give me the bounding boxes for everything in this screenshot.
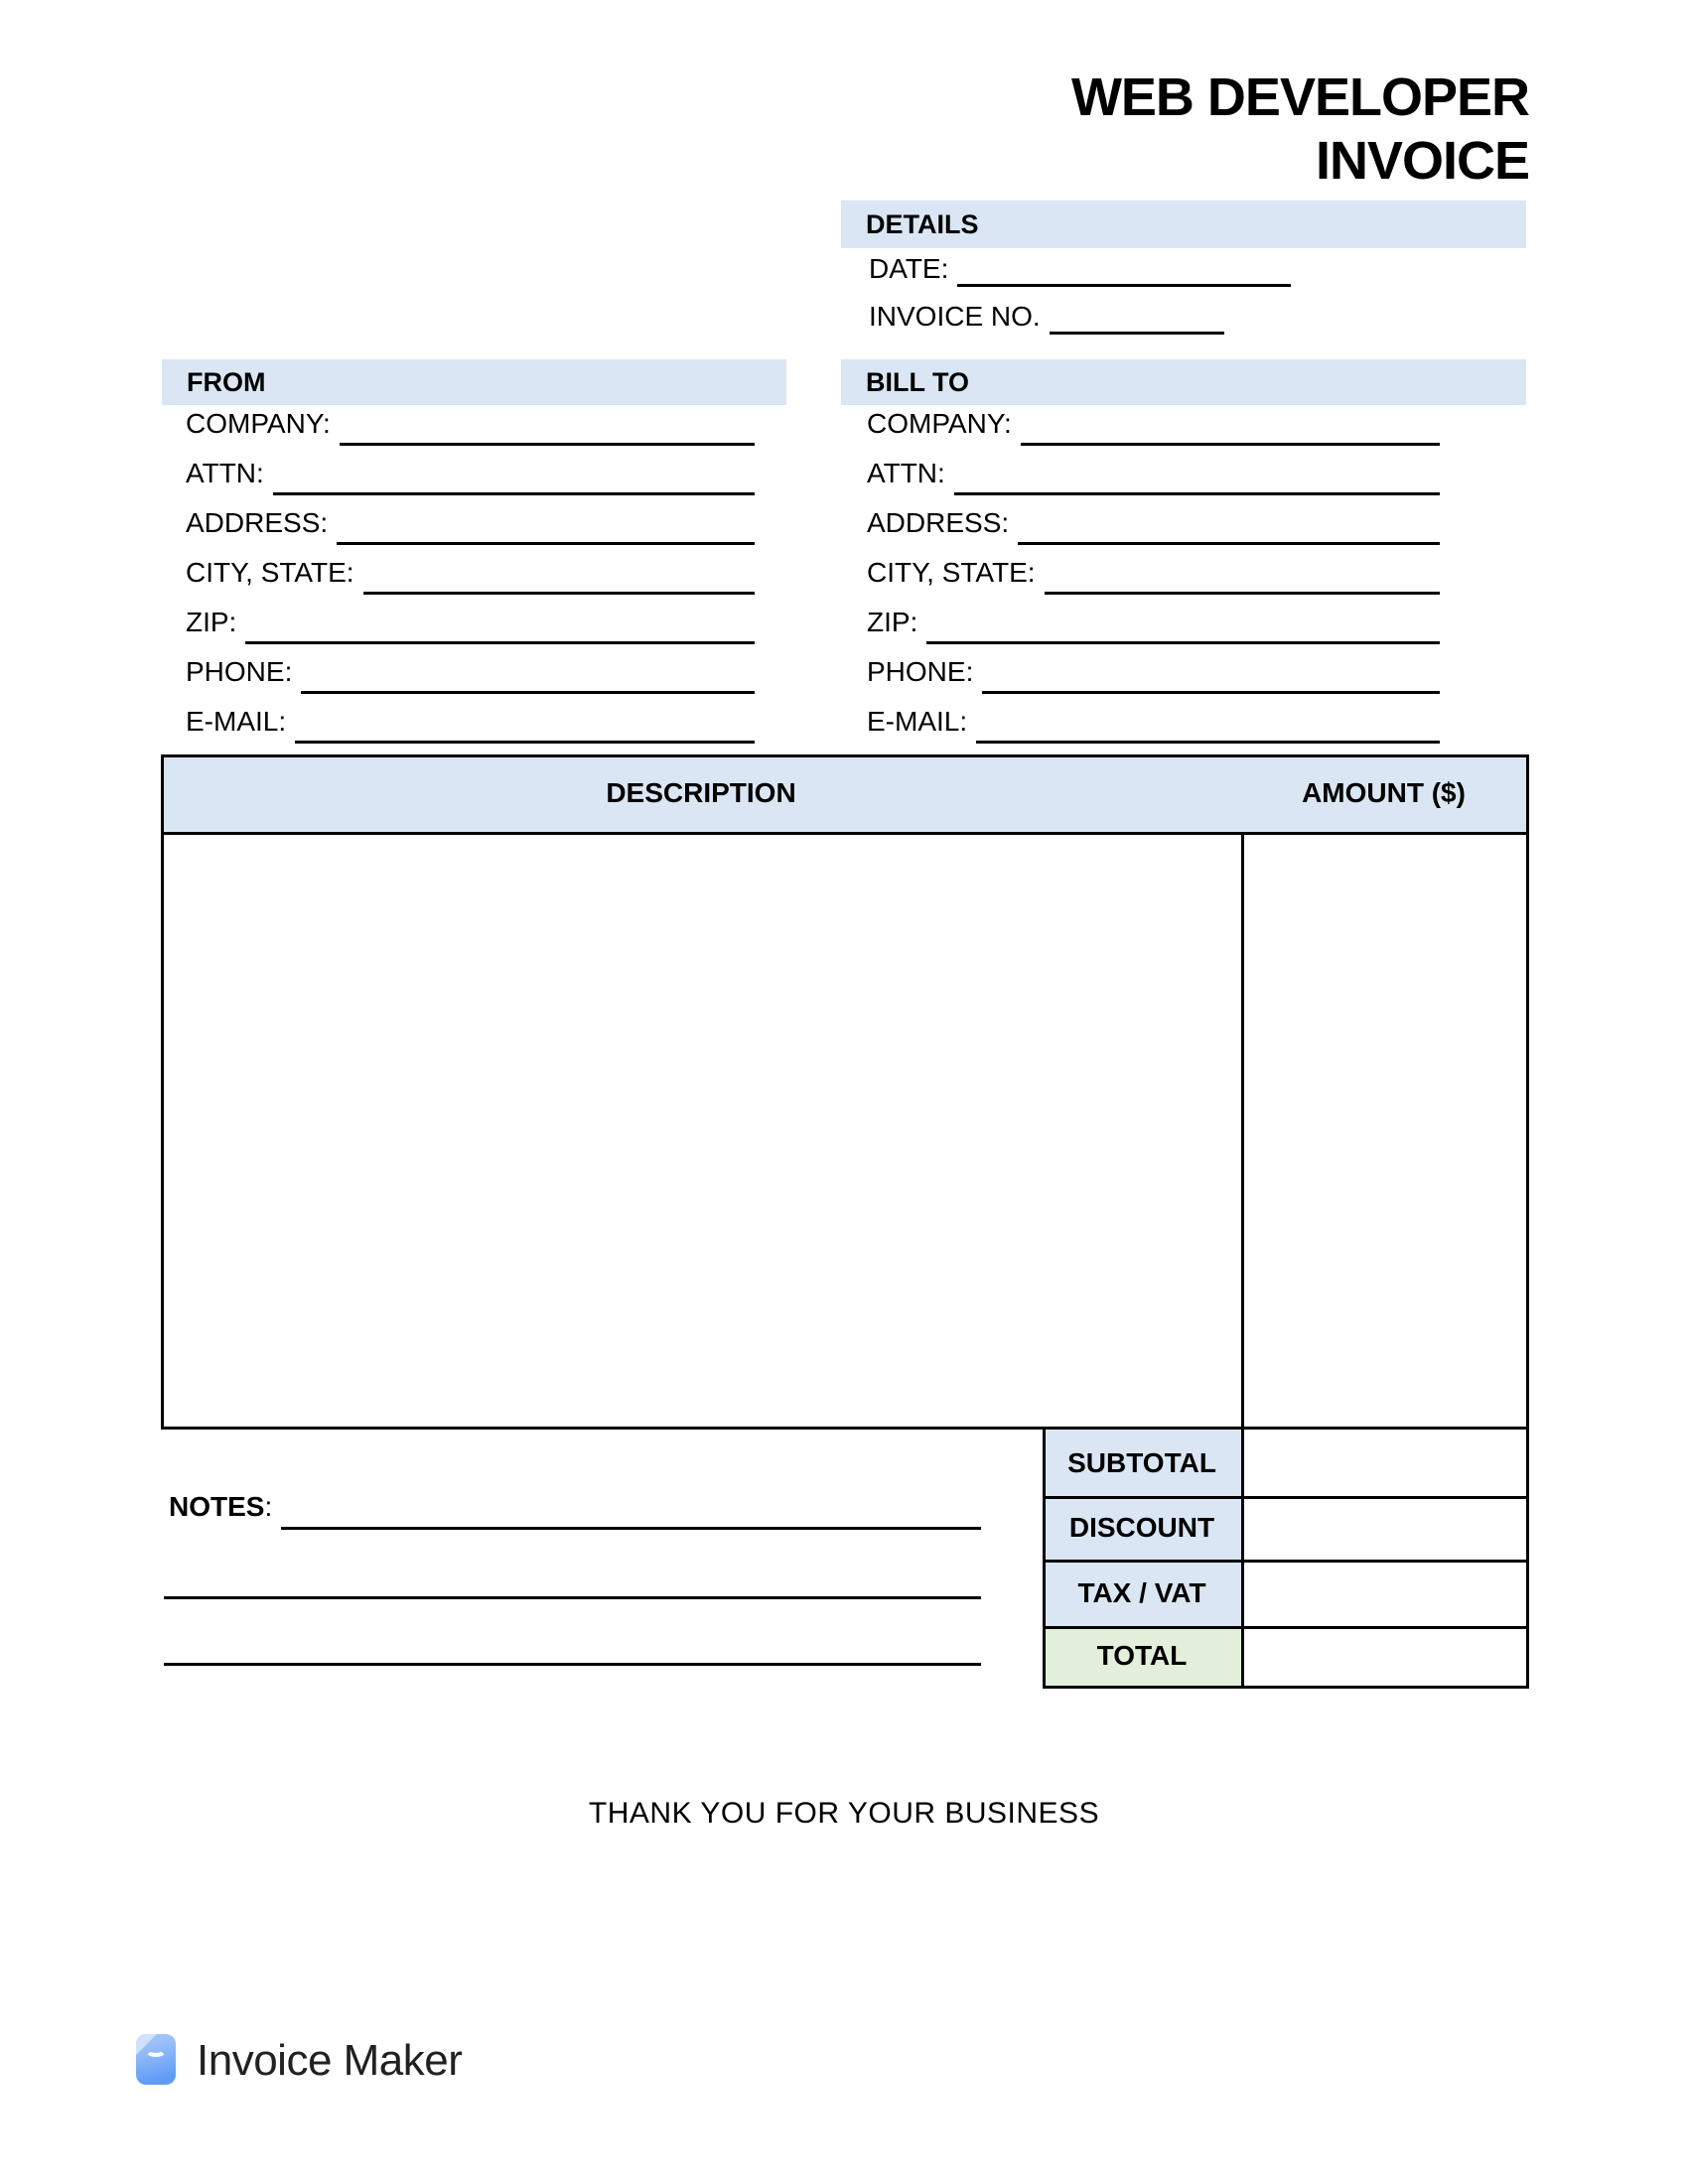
- bill-to-zip-label: ZIP:: [867, 607, 918, 637]
- bill-to-phone-row: [867, 649, 1440, 695]
- from-city-state-row: [186, 550, 755, 596]
- from-company-blank-line: [340, 443, 755, 446]
- invoice-maker-logo-icon: [136, 2034, 176, 2085]
- amount-cell-value: [1244, 835, 1523, 1424]
- bill-to-phone-blank-line: [982, 691, 1440, 694]
- from-email-blank-line: [295, 741, 755, 744]
- bill-to-address-row: [867, 500, 1440, 546]
- date-label: DATE:: [869, 253, 949, 284]
- bill-to-header-bar: [841, 359, 1526, 405]
- bill-to-email-blank-line: [976, 741, 1440, 744]
- date-blank-line: [957, 284, 1291, 287]
- description-cell-value: [164, 835, 1238, 1424]
- from-city-state-blank-line: [363, 592, 755, 595]
- details-header-label: DETAILS: [866, 208, 979, 239]
- description-column-header: DESCRIPTION: [606, 777, 796, 808]
- notes-blank-line-2: [164, 1596, 981, 1599]
- from-phone-row: [186, 649, 755, 695]
- notes-blank-line-1: [281, 1527, 981, 1530]
- bill-to-header-label: BILL TO: [866, 366, 970, 397]
- from-address-row: [186, 500, 755, 546]
- bill-to-city-state-row: [867, 550, 1440, 596]
- discount-value: [1244, 1499, 1523, 1557]
- table-line-total-bottom: [1043, 1686, 1529, 1689]
- tax-vat-label: TAX / VAT: [1077, 1576, 1206, 1608]
- table-line-left-edge: [161, 754, 164, 1430]
- bill-to-city-state-blank-line: [1045, 592, 1440, 595]
- bill-to-address-blank-line: [1018, 542, 1440, 545]
- table-line-amount-divider: [1241, 832, 1244, 1689]
- from-header-label: FROM: [187, 366, 266, 397]
- bill-to-company-blank-line: [1021, 443, 1440, 446]
- total-label: TOTAL: [1096, 1640, 1188, 1671]
- from-attn-label: ATTN:: [186, 458, 264, 488]
- bill-to-company-row: [867, 401, 1440, 447]
- smile-shape: [145, 2043, 167, 2057]
- bill-to-attn-row: [867, 451, 1440, 496]
- from-attn-row: [186, 451, 755, 496]
- page-title-line2: INVOICE: [1315, 131, 1529, 191]
- from-address-blank-line: [337, 542, 755, 545]
- bill-to-zip-row: [867, 600, 1440, 645]
- bill-to-email-row: [867, 699, 1440, 745]
- from-phone-label: PHONE:: [186, 656, 293, 687]
- from-phone-blank-line: [301, 691, 755, 694]
- table-line-description-bottom: [161, 1427, 1529, 1430]
- from-zip-label: ZIP:: [186, 607, 237, 637]
- bill-to-city-state-label: CITY, STATE:: [867, 557, 1036, 588]
- from-email-label: E-MAIL:: [186, 706, 287, 737]
- from-zip-blank-line: [245, 641, 755, 644]
- bill-to-email-label: E-MAIL:: [867, 706, 968, 737]
- from-address-label: ADDRESS:: [186, 507, 329, 538]
- from-email-row: [186, 699, 755, 745]
- bill-to-zip-blank-line: [926, 641, 1440, 644]
- bill-to-phone-label: PHONE:: [867, 656, 974, 687]
- table-line-right-edge: [1526, 754, 1529, 1689]
- notes-label-colon: :: [264, 1491, 273, 1522]
- subtotal-label: SUBTOTAL: [1067, 1446, 1216, 1478]
- invoice-no-label: INVOICE NO.: [869, 301, 1041, 332]
- bill-to-attn-label: ATTN:: [867, 458, 945, 488]
- from-header-bar: [162, 359, 786, 405]
- bill-to-company-label: COMPANY:: [867, 408, 1012, 439]
- thank-you-message: THANK YOU FOR YOUR BUSINESS: [588, 1797, 1100, 1830]
- amount-column-header: AMOUNT ($): [1302, 777, 1466, 808]
- bill-to-attn-blank-line: [954, 492, 1440, 495]
- page-title-line1: WEB DEVELOPER: [1070, 68, 1529, 127]
- discount-label: DISCOUNT: [1068, 1512, 1215, 1543]
- tax-vat-value: [1244, 1563, 1523, 1623]
- from-attn-blank-line: [273, 492, 755, 495]
- brand-name: Invoice Maker: [197, 2036, 463, 2085]
- from-zip-row: [186, 600, 755, 645]
- invoice-no-blank-line: [1050, 332, 1224, 335]
- notes-label: [169, 1487, 272, 1527]
- subtotal-value: [1244, 1430, 1523, 1493]
- invoice-no-field-row: [869, 294, 1425, 336]
- details-header-bar: [841, 201, 1526, 248]
- table-line-header-bottom: [161, 832, 1529, 835]
- bill-to-address-label: ADDRESS:: [867, 507, 1010, 538]
- date-field-row: [869, 246, 1425, 288]
- from-city-state-label: CITY, STATE:: [186, 557, 354, 588]
- from-company-row: [186, 401, 755, 447]
- notes-blank-line-3: [164, 1663, 981, 1666]
- total-value: [1244, 1629, 1523, 1683]
- from-company-label: COMPANY:: [186, 408, 331, 439]
- notes-label-text: NOTES: [169, 1491, 265, 1522]
- page-title: [1071, 66, 1529, 193]
